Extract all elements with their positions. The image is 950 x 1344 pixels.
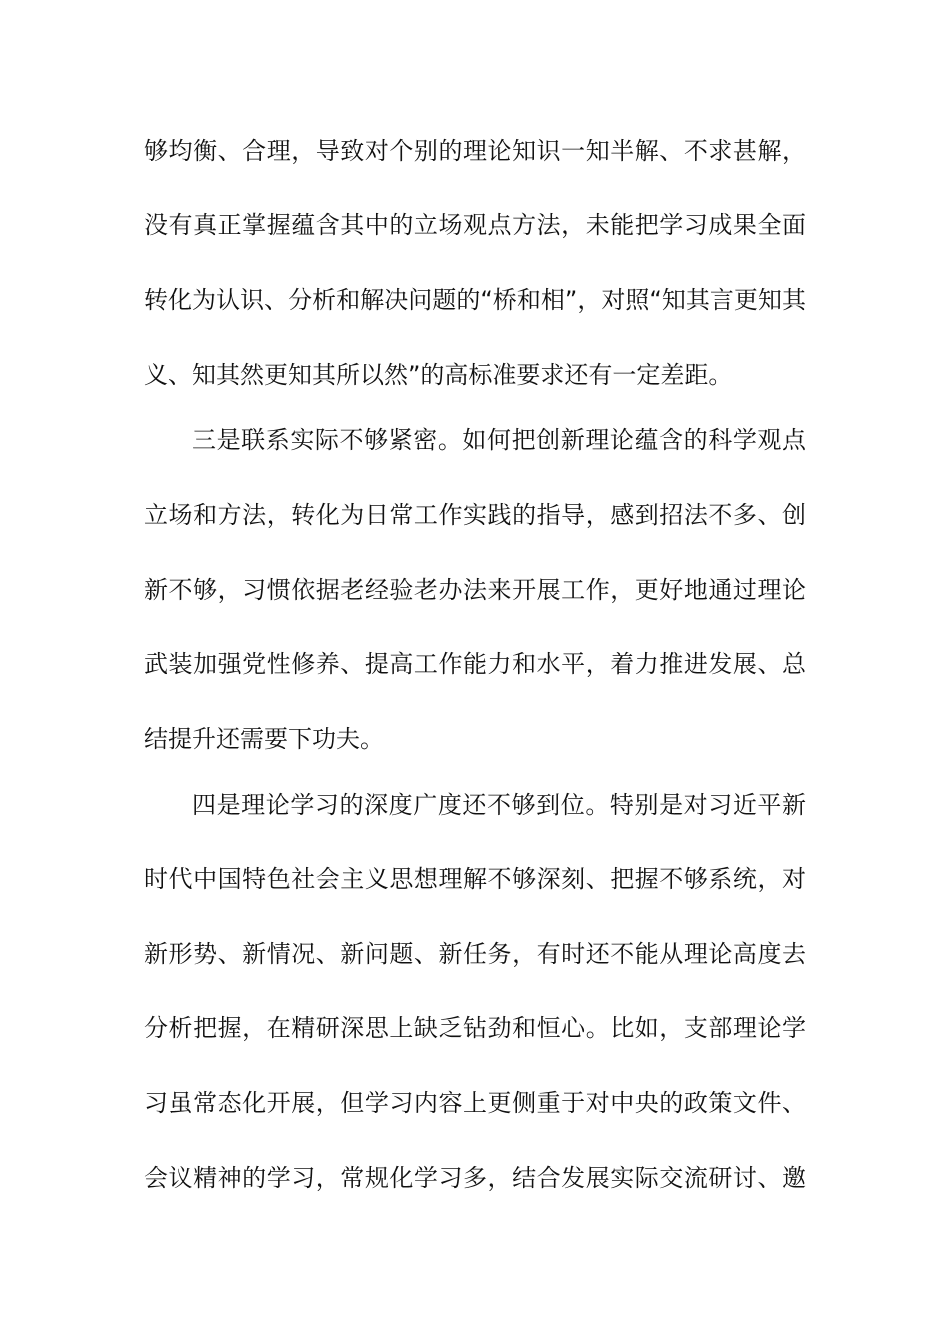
text-line: 会议精神的学习，常规化学习多，结合发展实际交流研讨、邀: [144, 1164, 806, 1192]
text-line: 够均衡、合理，导致对个别的理论知识一知半解、不求甚解，: [144, 137, 806, 165]
text-line: 立场和方法，转化为日常工作实践的指导，感到招法不多、创: [144, 501, 806, 529]
text-line: 没有真正掌握蕴含其中的立场观点方法，未能把学习成果全面: [144, 211, 806, 239]
text-line: 结提升还需要下功夫。: [144, 725, 384, 753]
paragraph-heading-line: 三是联系实际不够紧密。如何把创新理论蕴含的科学观点: [192, 426, 806, 454]
text-line: 新不够，习惯依据老经验老办法来开展工作，更好地通过理论: [144, 576, 806, 604]
text-line: 习虽常态化开展，但学习内容上更侧重于对中央的政策文件、: [144, 1089, 806, 1117]
paragraph-heading-line: 四是理论学习的深度广度还不够到位。特别是对习近平新: [192, 791, 806, 819]
text-line: 新形势、新情况、新问题、新任务，有时还不能从理论高度去: [144, 940, 806, 968]
text-line: 转化为认识、分析和解决问题的“桥和相”，对照“知其言更知其: [144, 286, 806, 314]
text-line: 义、知其然更知其所以然”的高标准要求还有一定差距。: [144, 361, 733, 389]
text-line: 时代中国特色社会主义思想理解不够深刻、把握不够系统，对: [144, 865, 806, 893]
text-line: 武装加强党性修养、提高工作能力和水平，着力推进发展、总: [144, 650, 806, 678]
text-line: 分析把握，在精研深思上缺乏钻劲和恒心。比如，支部理论学: [144, 1014, 806, 1042]
